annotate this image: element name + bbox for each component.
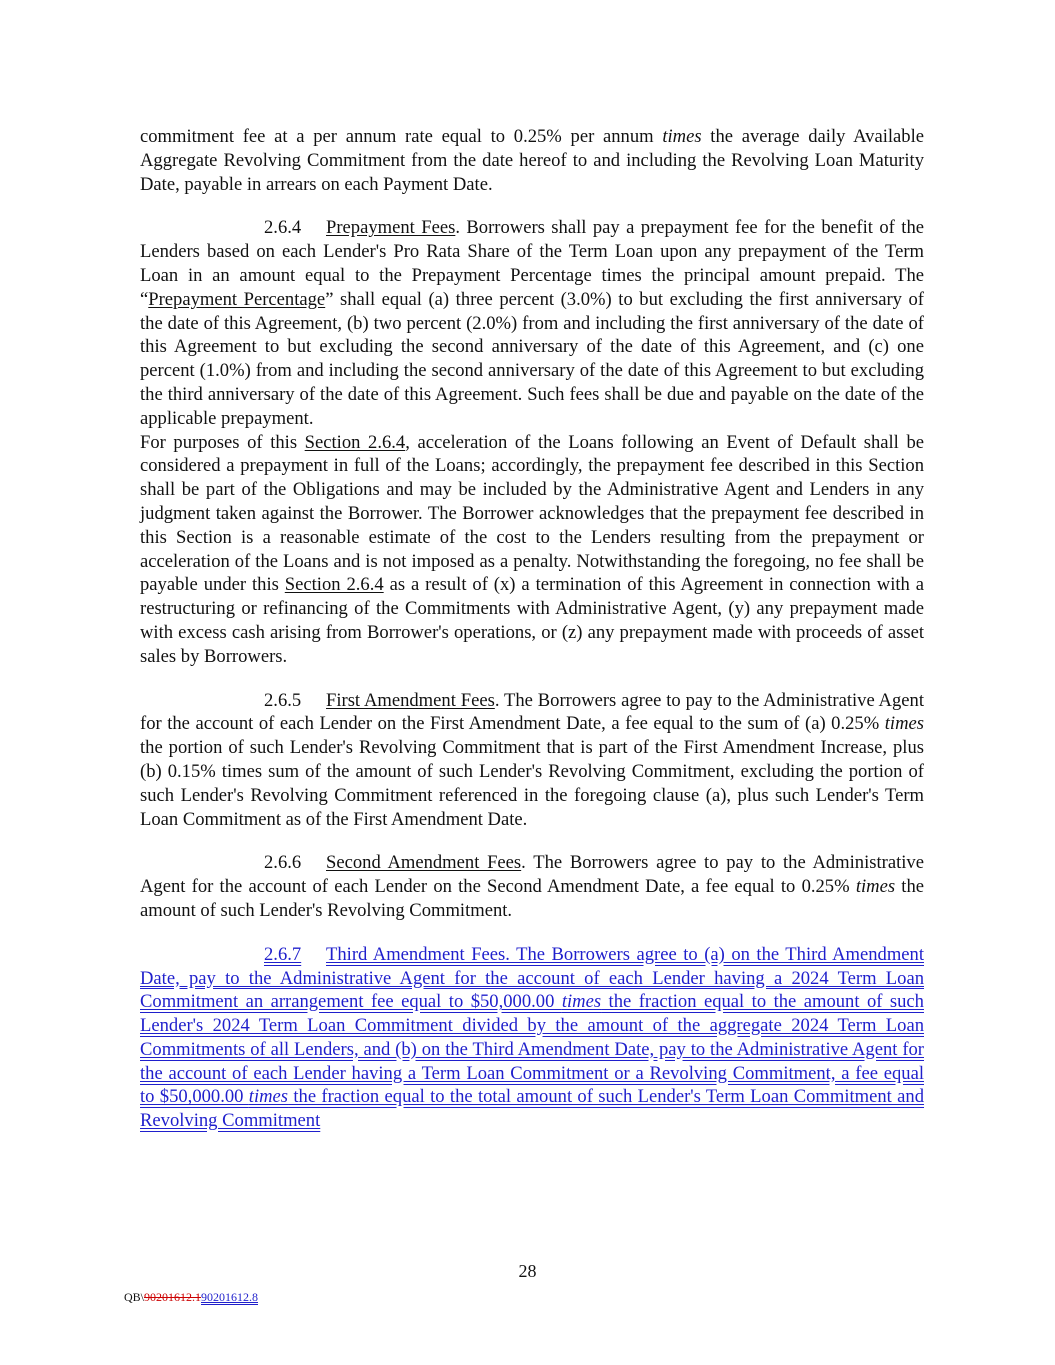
section-title: First Amendment Fees [326, 689, 495, 711]
section-reference: Section 2.6.4 [304, 431, 406, 453]
document-id-footer: QB\90201612.190201612.8 [124, 1290, 259, 1304]
document-page [140, 125, 924, 1153]
inserted-doc-id: 90201612.8 [201, 1290, 259, 1304]
section-2-6-7-inserted: 2.6.7 Third Amendment Fees. The Borrowers agree to (a) on the Third Amendment Date, pay to the Administrative Agent for the account of each Lender having a 2024 Term Loan Commitment an arrangement fee equal to $50,000.00 times the fraction equal to the amount of such Lender's 2024 Term Loan Commitment divided by the amount of the aggregate 2024 Term Loan Commitments of all Lenders, and (b) on the Third Amendment Date, pay to the Administrative Agent for the account of each Lender having a Term Loan Commitment or a Revolving Commitment, a fee equal to $50,000.00 times the fraction equal to the total amount of such Lender's Term Loan Commitment and Revolving Commitment [140, 943, 925, 1132]
section-2-6-5: 2.6.5 First Amendment Fees. The Borrowers agree to pay to the Administrative Agent for the account of each Lender on the First Amendment Date, a fee equal to the sum of (a) 0.25% times the portion of such Lender's Revolving Commitment that is part of the First Amendment Increase, plus (b) 0.15% times sum of the amount of such Lender's Revolving Commitment, excluding the portion of such Lender's Revolving Commitment referenced in the foregoing clause (a), plus such Lender's Term Loan Commitment as of the First Amendment Date. [140, 689, 924, 830]
section-number: 2.6.7 [264, 943, 302, 965]
section-title: Prepayment Fees [326, 217, 456, 239]
section-reference: Section 2.6.4 [284, 574, 384, 596]
section-title: Second Amendment Fees [326, 852, 522, 874]
page-number: 28 [518, 1261, 537, 1281]
paragraph-commitment-fee: commitment fee at a per annum rate equal to 0.25% per annum times the average daily Available Aggregate Revolving Commitment from the date hereof to and including the Revolving Loan Maturity Date, payable in arrears on each Payment Date. [140, 126, 925, 195]
section-number: 2.6.5 [264, 689, 302, 711]
section-number: 2.6.4 [264, 217, 302, 239]
section-2-6-4: 2.6.4 Prepayment Fees. Borrowers shall pay a prepayment fee for the benefit of the Lenders based on each Lender's Pro Rata Share of the Term Loan upon any prepayment of the Term Loan in an amount equal to the Prepayment Percentage times the principal amount prepaid. The “Prepayment Percentage” shall equal (a) three percent (3.0%) to but excluding the first anniversary of the date of this Agreement, (b) two percent (2.0%) from and including the first anniversary of the date of this Agreement to but excluding the second anniversary of the date of this Agreement, and (c) one percent (1.0%) from and including the second anniversary of the date of this Agreement to but excluding the third anniversary of the date of this Agreement. Such fees shall be due and payable on the date of the applicable prepayment. For purposes of this Section 2.6.4, acceleration of the Loans following an Event of Default shall be considered a prepayment in full of the Loans; accordingly, the prepayment fee described in this Section shall be part of the Obligations and may be included by the Administrative Agent and Lenders in any judgment taken against the Borrower. The Borrower acknowledges that the prepayment fee described in this Section is a reasonable estimate of the cost to the Lenders resulting from the prepayment or acceleration of the Loans and is not imposed as a penalty. Notwithstanding the foregoing, no fee shall be payable under this Section 2.6.4 as a result of (x) a termination of this Agreement in connection with a restructuring or refinancing of the Commitments with Administrative Agent, (y) any prepayment made with excess cash arising from Borrower's operations, or (z) any prepayment made with proceeds of asset sales by Borrowers. [140, 217, 925, 667]
section-number: 2.6.6 [264, 852, 302, 874]
defined-term: Prepayment Percentage [148, 288, 326, 310]
deleted-doc-id: 90201612.1 [144, 1290, 202, 1304]
section-2-6-6: 2.6.6 Second Amendment Fees. The Borrowers agree to pay to the Administrative Agent for the account of each Lender on the Second Amendment Date, a fee equal to 0.25% times the amount of such Lender's Revolving Commitment. [140, 852, 924, 921]
